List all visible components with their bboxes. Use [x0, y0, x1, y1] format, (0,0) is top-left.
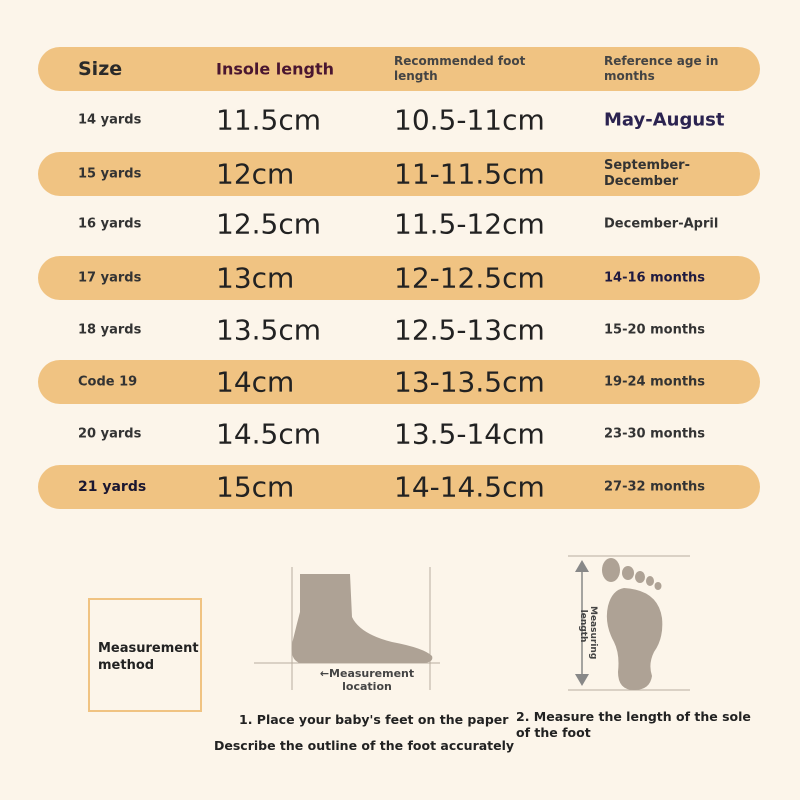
- step1-line1: 1. Place your baby's feet on the paper: [239, 712, 509, 727]
- header-foot-length: Recommended foot length: [394, 54, 526, 83]
- age-cell: 14-16 months: [604, 270, 706, 286]
- table-row: [38, 256, 760, 300]
- insole-cell: 11.5cm: [216, 103, 322, 137]
- age-cell: May-August: [604, 109, 725, 131]
- table-row: [38, 412, 760, 456]
- measuring-length-label: Measuring length: [578, 606, 598, 660]
- age-cell: 19-24 months: [604, 374, 706, 390]
- insole-cell: 13cm: [216, 261, 295, 295]
- measurement-method-box: [88, 598, 202, 712]
- foot-cell: 10.5-11cm: [394, 103, 545, 137]
- age-cell: December-April: [604, 216, 719, 232]
- size-cell: 20 yards: [78, 426, 142, 442]
- foot-cell: 11.5-12cm: [394, 207, 545, 241]
- insole-cell: 12cm: [216, 157, 295, 191]
- table-header: [38, 47, 760, 91]
- header-age: Reference age in months: [604, 54, 719, 83]
- size-cell: 18 yards: [78, 322, 142, 338]
- foot-cell: 12-12.5cm: [394, 261, 545, 295]
- age-cell: 27-32 months: [604, 479, 706, 495]
- header-insole-length: Insole length: [216, 59, 334, 79]
- insole-cell: 13.5cm: [216, 313, 322, 347]
- table-row: [38, 360, 760, 404]
- header-size: Size: [78, 58, 123, 80]
- insole-cell: 15cm: [216, 470, 295, 504]
- foot-cell: 14-14.5cm: [394, 470, 545, 504]
- table-row: [38, 308, 760, 352]
- foot-cell: 13.5-14cm: [394, 417, 545, 451]
- foot-cell: 12.5-13cm: [394, 313, 545, 347]
- size-cell: 16 yards: [78, 216, 142, 232]
- step2-caption: 2. Measure the length of the sole of the foot: [516, 709, 751, 740]
- measurement-method-label: Measurement method: [98, 641, 199, 673]
- measurement-location-label: ←Measurement location: [319, 667, 415, 693]
- size-cell: 21 yards: [78, 479, 147, 495]
- size-cell: 17 yards: [78, 270, 142, 286]
- size-cell: Code 19: [78, 374, 138, 390]
- insole-cell: 12.5cm: [216, 207, 322, 241]
- table-row: [38, 152, 760, 196]
- insole-cell: 14cm: [216, 365, 295, 399]
- table-row: [38, 202, 760, 246]
- table-row: [38, 98, 760, 142]
- age-cell: 15-20 months: [604, 322, 706, 338]
- foot-cell: 11-11.5cm: [394, 157, 545, 191]
- age-cell: 23-30 months: [604, 426, 706, 442]
- foot-cell: 13-13.5cm: [394, 365, 545, 399]
- insole-cell: 14.5cm: [216, 417, 322, 451]
- table-row: [38, 465, 760, 509]
- size-cell: 15 yards: [78, 166, 142, 182]
- step1-line2: Describe the outline of the foot accurately: [214, 738, 515, 753]
- age-cell: September-December: [604, 158, 690, 189]
- size-cell: 14 yards: [78, 112, 142, 128]
